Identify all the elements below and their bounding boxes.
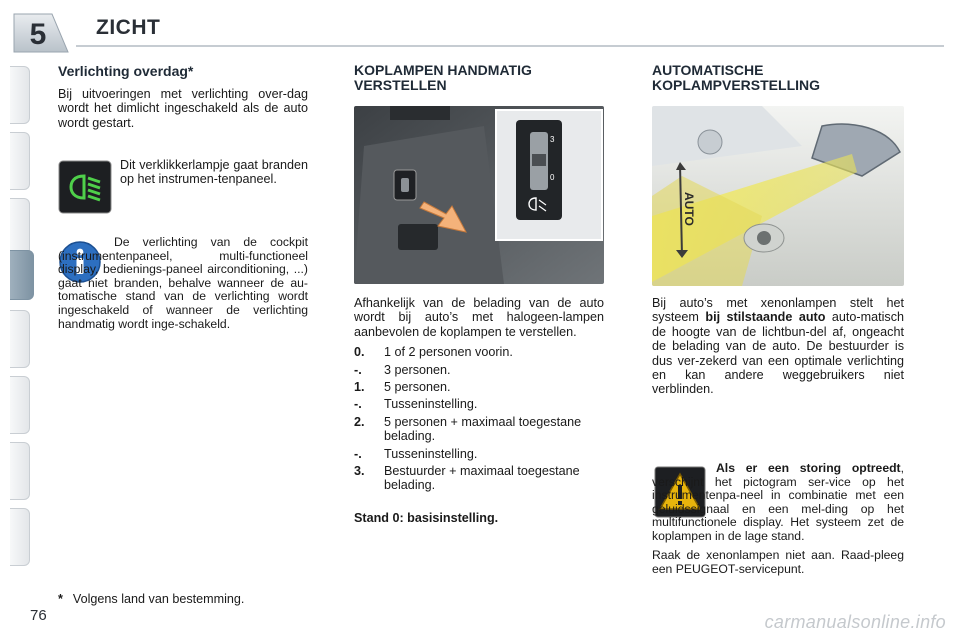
- rail-tab[interactable]: [10, 198, 30, 256]
- rail-tab[interactable]: [10, 66, 30, 124]
- warning-emphasis: Als er een storing optreedt: [716, 461, 901, 475]
- xenon-advice: Raak de xenonlampen niet aan. Raad-pleeg een PEUGEOT-servicepunt.: [652, 548, 904, 576]
- chapter-number-badge: [6, 8, 70, 58]
- list-item-key: 2.: [354, 414, 365, 429]
- header-divider: [76, 45, 944, 47]
- list-item-text: 5 personen.: [384, 380, 451, 395]
- list-item-key: 1.: [354, 380, 365, 395]
- rail-tab[interactable]: [10, 132, 30, 190]
- section-heading: KOPLAMPEN HANDMATIG VERSTELLEN: [354, 62, 532, 93]
- list-item: [354, 464, 604, 493]
- chapter-title: ZICHT: [96, 16, 161, 39]
- manual-headlamp-section: [354, 63, 604, 101]
- dipped-beam-lamp-icon: [58, 160, 112, 214]
- lamp-note: [120, 158, 308, 193]
- daytime-lights-section: [58, 64, 308, 136]
- info-note-text: De verlichting van de cockpit (instrumentenpaneel, multi-functioneel display, bedienings-paneel airconditioning, ...) gaat niet branden, behalve wanneer de au-tomatische stand van de verlichting wordt ingeschakeld of wanneer de verlichting handmatig wordt inge-schakeld.: [58, 235, 308, 331]
- list-item-key: -.: [354, 446, 362, 461]
- auto-label: AUTO: [682, 192, 696, 226]
- malfunction-warning: [652, 462, 904, 582]
- list-item-text: Bestuurder + maximaal toegestane belading.: [384, 464, 580, 493]
- daytime-lights-intro: Bij uitvoeringen met verlichting over-dag wordt het dimlicht ingeschakeld als de auto wordt gestart.: [58, 87, 308, 130]
- intro-text: Bij auto’s met xenonlampen stelt het systeem: [652, 296, 904, 325]
- section-heading: Verlichting overdag*: [58, 63, 194, 79]
- manual-headlamp-intro: Afhankelijk van de belading van de auto wordt bij auto’s met halogeen-lampen aanbevolen de koplampen te verstellen.: [354, 296, 604, 339]
- list-item-text: Tusseninstelling.: [384, 397, 478, 412]
- list-item-key: 3.: [354, 464, 365, 479]
- footnote-text: Volgens land van bestemming.: [72, 592, 245, 606]
- headlamp-adjuster-photo: [354, 106, 604, 284]
- rail-tab[interactable]: [10, 376, 30, 434]
- rail-tab[interactable]: [10, 442, 30, 500]
- automatic-headlamp-section: [652, 63, 904, 101]
- rail-tab[interactable]: [10, 310, 30, 368]
- page-number: 76: [30, 607, 47, 624]
- load-setting-list: [354, 345, 604, 493]
- lamp-note-text: Dit verklikkerlampje gaat branden op het instrumen-tenpaneel.: [120, 158, 308, 187]
- svg-text:0: 0: [550, 173, 555, 182]
- list-item-key: 0.: [354, 345, 365, 360]
- list-item-text: 3 personen.: [384, 362, 451, 377]
- intro-emphasis: bij stilstaande auto: [705, 310, 826, 325]
- info-note: [58, 236, 308, 337]
- section-heading: AUTOMATISCHE KOPLAMPVERSTELLING: [652, 62, 821, 93]
- manual-headlamp-body: [354, 296, 604, 531]
- automatic-headlamp-intro: [652, 296, 904, 397]
- intro-text: auto-matisch de hoogte van de lichtbun-del af, ongeacht de belading van de auto. De bestuurder is dus ver-zekerd van een optimale verlichting en kan andere weggebruikers niet verblinden.: [652, 310, 904, 397]
- list-item-key: -.: [354, 397, 362, 412]
- list-item-text: Tusseninstelling.: [384, 446, 478, 461]
- list-item: [354, 415, 604, 444]
- chapter-number: 5: [29, 18, 47, 51]
- default-setting-note: Stand 0: basisinstelling.: [354, 510, 499, 525]
- list-item-text: 1 of 2 personen voorin.: [384, 345, 513, 360]
- chapter-tab-rail: [0, 0, 34, 640]
- list-item: [354, 397, 604, 411]
- rail-tab-active[interactable]: [10, 250, 34, 300]
- svg-text:3: 3: [550, 135, 555, 144]
- footnote: [58, 592, 244, 606]
- xenon-headlamp-photo: [652, 106, 904, 286]
- list-item: [354, 345, 604, 359]
- list-item: [354, 447, 604, 461]
- warning-text: , verschijnt het pictogram ser-vice op het instrumentenpa-neel in combinatie met een geluidssignaal en een mel-ding op het multifunctionele display. Het systeem zet de koplampen in de lage stand.: [652, 461, 904, 543]
- list-item-text: 5 personen + maximaal toegestane belading.: [384, 414, 582, 444]
- automatic-headlamp-body: [652, 296, 904, 403]
- list-item: [354, 363, 604, 377]
- list-item: [354, 380, 604, 394]
- footnote-mark: *: [58, 592, 63, 606]
- list-item-key: -.: [354, 362, 362, 377]
- malfunction-warning-text: [652, 462, 904, 543]
- rail-tab[interactable]: [10, 508, 30, 566]
- watermark: carmanualsonline.info: [764, 612, 946, 632]
